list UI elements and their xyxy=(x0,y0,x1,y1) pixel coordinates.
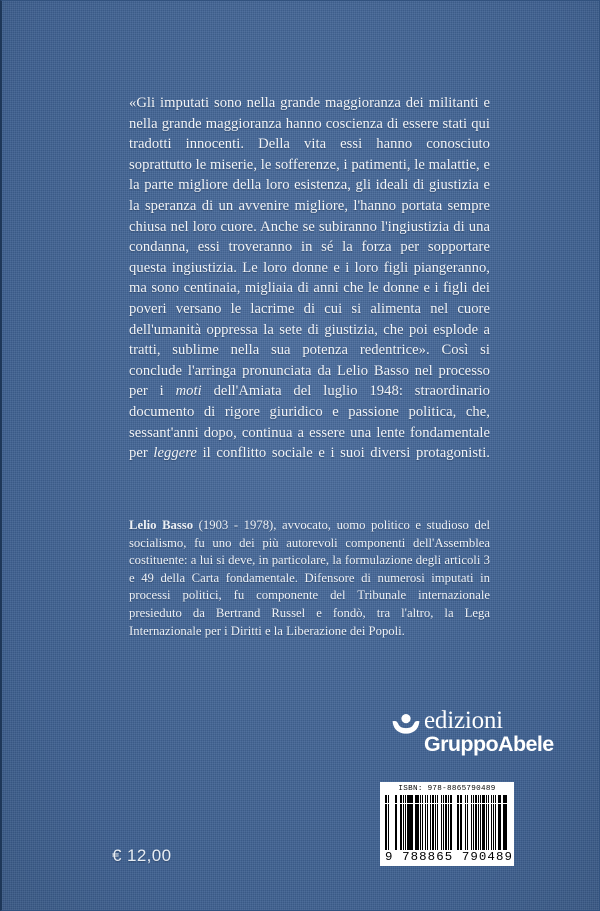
barcode-top-strip xyxy=(385,795,509,803)
blurb-part-3: il conflitto sociale e i suoi diversi protagonisti. xyxy=(196,445,490,462)
publisher-line-gruppoabele: GruppoAbele xyxy=(424,732,554,756)
blurb-italic-leggere: leggere xyxy=(153,445,197,462)
barcode-bars xyxy=(385,804,509,850)
publisher-logo xyxy=(391,707,554,756)
person-figure-icon xyxy=(391,712,421,742)
author-biography xyxy=(129,517,490,640)
isbn-barcode xyxy=(380,782,514,866)
price-label: € 12,00 xyxy=(112,846,172,865)
blurb-part-2: dell'Amiata del luglio 1948: straordinario documento di rigore giuridico e passione politica, che, sessant'anni dopo, continua a essere una lente fondamentale per xyxy=(129,383,490,462)
author-bio-text: (1903 - 1978), avvocato, uomo politico e studioso del socialismo, fu uno dei più autorevoli componenti dell'Assemblea costituente: a lui si deve, in particolare, la formulazione degli articoli 3 e 49 della Carta fondamentale. Difensore di numerosi imputati in processi politici, fu componente del Tribunale internazionale presieduto da Bertrand Russel e fondò, tra l'altro, la Lega Internazionale per i Diritti e la Liberazione dei Popoli. xyxy=(129,518,490,638)
blurb-italic-moti: moti xyxy=(175,383,202,400)
barcode-digits: 9 788865 790489 xyxy=(385,850,514,864)
blurb-part-1: «Gli imputati sono nella grande maggioranza dei militanti e nella grande maggioranza hanno coscienza di essere stati qui tradotti innocenti. Della vita essi hanno conosciuto soprattutto le miserie, le sofferenze, i patimenti, le malattie, e la parte migliore della loro esistenza, gli ideali di giustizia e la speranza di un avvenire migliore, l'hanno portata sempre chiusa nel loro cuore. Anche se subiranno l'ingiustizia di una condanna, essi troveranno in sé la forza per sopportare questa ingiustizia. Le loro donne e i loro figli piangeranno, ma sono centinaia, migliaia di anni che le donne e i figli dei poveri versano le lacrime di cui si alimenta nel cuore dell'umanità oppressa la sete di giustizia, che poi esplode a tratti, sublime nella sua potenza redentrice». Così si conclude l'arringa pronunciata da Lelio Basso nel processo per i xyxy=(129,95,490,400)
isbn-caption: ISBN: 978-8865790489 xyxy=(398,785,496,793)
author-name: Lelio Basso xyxy=(129,518,194,532)
blurb-quote-text xyxy=(129,93,490,464)
publisher-line-edizioni: edizioni xyxy=(424,707,503,734)
publisher-wordmark xyxy=(424,708,554,756)
